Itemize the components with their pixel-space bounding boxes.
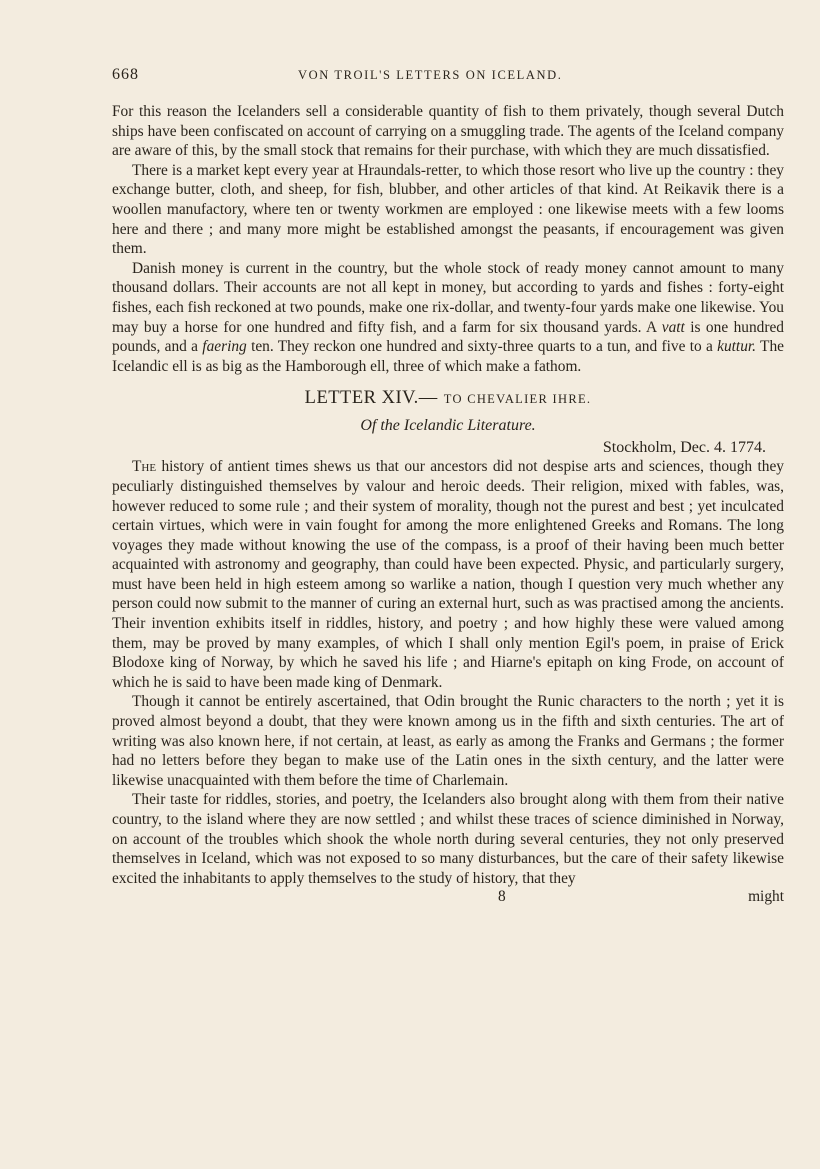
catchword: might [748,888,784,906]
opening-word: The [132,458,157,476]
running-title: VON TROIL'S LETTERS ON ICELAND. [298,68,563,82]
letter-subtitle: Of the Icelandic Literature. [360,417,536,435]
paragraph-runic-characters: Though it cannot be entirely ascertained, that Odin brought the Runic characters to the north ; yet it is proved almost beyond a doubt, that they were known among us in the fifth and sixth centuries. The art of writing was also known here, if not certain, at least, as early as among the Franks and Germans ; the former had no letters before they began to make use of the Latin ones in the sixth century, and the latter were likewise unacquainted with them before the time of Charlemain. [112,693,784,789]
money-text-d: The Icelandic ell is as big as the Hamborough ell, three of which make a fathom. [112,338,784,375]
paragraph-fish-trade: For this reason the Icelanders sell a considerable quantity of fish to them privately, though several Dutch ships have been confiscated on account of carrying on a smuggling trade. The agents of the Iceland company are aware of this, by the small stock that remains for their purchase, with which they are much dissatisfied. [112,103,784,160]
paragraph-money [112,259,784,377]
page-number: 668 [112,66,139,83]
running-head [112,62,784,88]
paragraph-antient-history [112,457,784,692]
term-kuttur: kuttur. [717,338,757,356]
money-text-c: ten. They reckon one hundred and sixty-three quarts to a tun, and five to a [246,338,718,356]
money-text-a: Danish money is current in the country, but the whole stock of ready money cannot amount to many thousand dollars. Their accounts are not all kept in money, but according to yards and fishes : forty-eight fishes, each fish reckoned at two pounds, make one rix-dollar, and twenty-four yards make one likewise. You may buy a horse for one hundred and fifty fish, and a farm for six thousand yards. A [112,259,784,336]
signature-mark: 8 [498,888,506,906]
paragraph-market: There is a market kept every year at Hraundals-retter, to which those resort who live up the country : they exchange butter, cloth, and sheep, for fish, blubber, and other articles of that kind. At Reikavik there is a woollen manufactory, where ten or twenty workmen are employed : one likewise meets with a few looms here and there ; and many more might be established amongst the peasants, if encouragement was given them. [112,161,784,258]
page-footer [112,888,784,908]
book-page [112,62,784,1152]
paragraph-riddles-and-poetry: Their taste for riddles, stories, and poetry, the Icelanders also brought along with them from their native country, to the island where they are now settled ; and whilst these traces of science diminished in Norway, on account of the troubles which shook the whole north during several centuries, they not only preserved themselves in Iceland, which was not exposed to so many disturbances, but the care of their safety likewise excited the inhabitants to apply themselves to the study of history, that they [112,791,784,887]
antient-history-text: history of antient times shews us that our ancestors did not despise arts and sciences, though they peculiarly distinguished themselves by valour and heroic deeds. Their religion, mixed with fables, was, however reduced to some rule ; and their system of morality, though not the purest and best ; yet inculcated certain virtues, which were in vain fought for among the more enlightened Greeks and Romans. The long voyages they made without knowing the use of the compass, is a proof of their having been much better acquainted with astronomy and geography, than could have been expected. Physic, and particularly surgery, must have been held in high esteem among so warlike a nation, though I question very much whether any person could now submit to the manner of curing an external hurt, such as was practised among the ancients. Their invention exhibits itself in riddles, history, and poetry ; and how highly these were valued among them, may be proved by many examples, of which I shall only mention Egil's poem, in praise of Erick Blodoxe king of Norway, by which he saved his life ; and Hiarne's epitaph on king Frode, on account of which he is said to have been made king of Denmark. [112,458,784,691]
letter-recipient: TO CHEVALIER IHRE. [443,392,592,407]
letter-number: LETTER XIV.— [304,388,438,409]
letter-heading [112,388,784,409]
term-vatt: vatt [661,318,685,336]
letter-dateline: Stockholm, Dec. 4. 1774. [602,439,766,457]
term-faering: faering [202,338,247,356]
money-text-b: is one hundred pounds, and a [112,318,784,356]
